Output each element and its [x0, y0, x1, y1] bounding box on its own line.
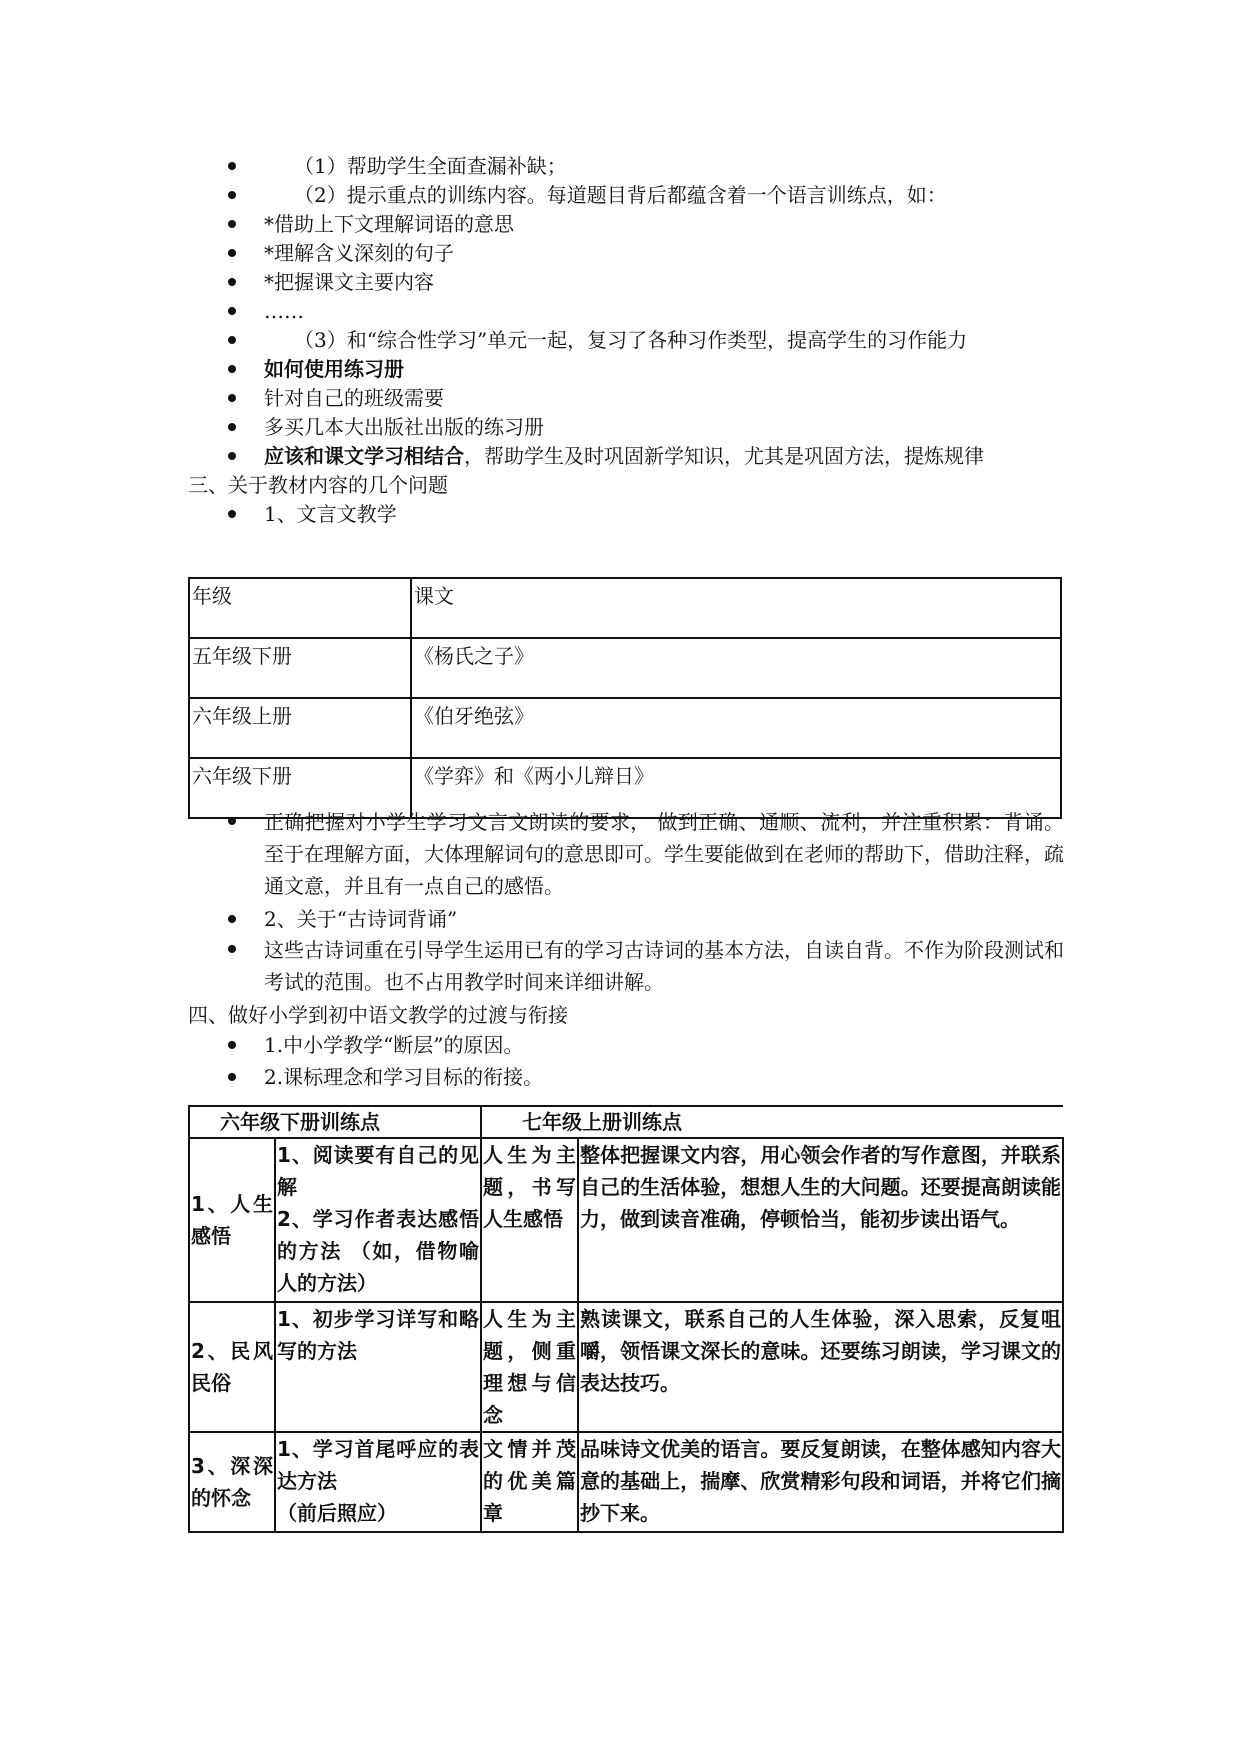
- list-item-text: （2）提示重点的训练内容。每道题目背后都蕴含着一个语言训练点，如：: [294, 183, 947, 207]
- list-item: [224, 296, 1064, 326]
- training-points-cell: 1、初步学习详写和略写的方法: [275, 1302, 481, 1432]
- bullet-icon: [228, 915, 236, 923]
- list-item: [224, 1030, 1064, 1060]
- bullet-icon: [228, 945, 236, 953]
- list-item-text: （1）帮助学生全面查漏补缺；: [294, 154, 567, 178]
- list-item: [224, 383, 1064, 413]
- list-item: [224, 209, 1064, 239]
- list-item: [224, 904, 1064, 934]
- list-item-text: [264, 441, 984, 471]
- bullet-icon: [228, 1073, 236, 1081]
- table-header-cell: 课文: [411, 578, 1061, 638]
- list-item-rest-text: ，帮助学生及时巩固新学知识，尤其是巩固方法，提炼规律: [464, 444, 984, 468]
- bullet-icon: [228, 278, 236, 286]
- list-item: [224, 267, 1064, 297]
- theme-cell: 人生为主题，侧重理想与信念: [481, 1302, 578, 1432]
- bullet-icon: [228, 510, 236, 518]
- training-points-cell: 1、阅读要有自己的见解 2、学习作者表达感悟的方法 （如，借物喻人的方法）: [275, 1138, 481, 1302]
- list-item: [224, 180, 1064, 210]
- bullet-icon: [228, 307, 236, 315]
- unit-cell: 3、深深的怀念: [189, 1432, 275, 1532]
- list-item-text: 多买几本大出版社出版的练习册: [264, 415, 544, 439]
- list-item: [224, 499, 1064, 529]
- bullet-icon: [228, 220, 236, 228]
- table-header-row: [189, 578, 1061, 638]
- paragraph-text: 这些古诗词重在引导学生运用已有的学习古诗词的基本方法，自读自背。不作为阶段测试和考试的范围。也不占用教学时间来详细讲解。: [264, 938, 1064, 994]
- table-header-cell: 六年级下册训练点: [189, 1106, 481, 1138]
- bullet-icon: [228, 191, 236, 199]
- list-item-text: *借助上下文理解词语的意思: [264, 212, 514, 236]
- bullet-icon: [228, 452, 236, 460]
- bullet-icon: [228, 162, 236, 170]
- table-row: [189, 1302, 1063, 1432]
- list-item: [224, 238, 1064, 268]
- section-heading: 三、关于教材内容的几个问题: [188, 473, 448, 497]
- list-item: [224, 151, 1064, 181]
- table-header-row: [189, 1106, 1063, 1138]
- table-header-cell: 七年级上册训练点: [481, 1106, 1063, 1138]
- table-row: [189, 638, 1061, 698]
- list-item-text: 1、文言文教学: [264, 502, 397, 526]
- list-item-text: ……: [264, 299, 304, 323]
- list-item: [224, 325, 1064, 355]
- list-item: [224, 806, 1064, 906]
- list-item: [224, 934, 1064, 1000]
- bullet-icon: [228, 336, 236, 344]
- theme-cell: 文情并茂的优美篇章: [481, 1432, 578, 1532]
- table-cell: 六年级下册: [189, 758, 411, 818]
- bullet-icon: [228, 249, 236, 257]
- training-points-cell: 1、学习首尾呼应的表达方法 （前后照应）: [275, 1432, 481, 1532]
- list-item-bold-text: 如何使用练习册: [264, 357, 404, 381]
- list-item: [224, 1062, 1064, 1092]
- unit-cell: 1、人生感悟: [189, 1138, 275, 1302]
- list-item: [224, 412, 1064, 442]
- table-cell: 《杨氏之子》: [411, 638, 1061, 698]
- table-header-cell: 年级: [189, 578, 411, 638]
- list-item: [224, 441, 1064, 471]
- bullet-icon: [228, 394, 236, 402]
- classical-text-table: [188, 577, 1062, 819]
- list-item: [224, 354, 1064, 384]
- bullet-icon: [228, 365, 236, 373]
- unit-cell: 2、民风民俗: [189, 1302, 275, 1432]
- table-cell: 《学弈》和《两小儿辩日》: [411, 758, 1061, 818]
- table-row: [189, 698, 1061, 758]
- table-row: [189, 1432, 1063, 1532]
- list-item-bold-text: 应该和课文学习相结合: [264, 444, 464, 468]
- table-cell: 六年级上册: [189, 698, 411, 758]
- list-item-text: 2.课标理念和学习目标的衔接。: [264, 1065, 544, 1089]
- bullet-icon: [228, 423, 236, 431]
- section-heading: 四、做好小学到初中语文教学的过渡与衔接: [188, 1003, 568, 1027]
- list-item-text: （3）和“综合性学习”单元一起，复习了各种习作类型，提高学生的习作能力: [294, 328, 968, 352]
- bullet-icon: [228, 817, 236, 825]
- table-cell: 五年级下册: [189, 638, 411, 698]
- list-item-text: 1.中小学教学“断层”的原因。: [264, 1033, 524, 1057]
- theme-cell: 人生为主题，书写人生感悟: [481, 1138, 578, 1302]
- goal-cell: 品味诗文优美的语言。要反复朗读，在整体感知内容大意的基础上，揣摩、欣赏精彩句段和词语，并将它们摘抄下来。: [578, 1432, 1063, 1532]
- transition-table: [188, 1105, 1064, 1533]
- list-item-text: *理解含义深刻的句子: [264, 241, 454, 265]
- list-item-text: *把握课文主要内容: [264, 270, 434, 294]
- paragraph-text: 正确把握对小学生学习文言文朗读的要求， 做到正确、通顺、流利，并注重积累：背诵。至于在理解方面，大体理解词句的意思即可。学生要能做到在老师的帮助下，借助注释，疏通文意，并且有一点自己的感悟。: [264, 810, 1064, 898]
- goal-cell: 熟读课文，联系自己的人生体验，深入思索，反复咀嚼，领悟课文深长的意味。还要练习朗读，学习课文的表达技巧。: [578, 1302, 1063, 1432]
- table-row: [189, 1138, 1063, 1302]
- list-item-text: 2、关于“古诗词背诵”: [264, 907, 458, 931]
- table-cell: 《伯牙绝弦》: [411, 698, 1061, 758]
- goal-cell: 整体把握课文内容，用心领会作者的写作意图，并联系自己的生活体验，想想人生的大问题。还要提高朗读能力，做到读音准确，停顿恰当，能初步读出语气。: [578, 1138, 1063, 1302]
- bullet-icon: [228, 1041, 236, 1049]
- list-item-text: 针对自己的班级需要: [264, 386, 444, 410]
